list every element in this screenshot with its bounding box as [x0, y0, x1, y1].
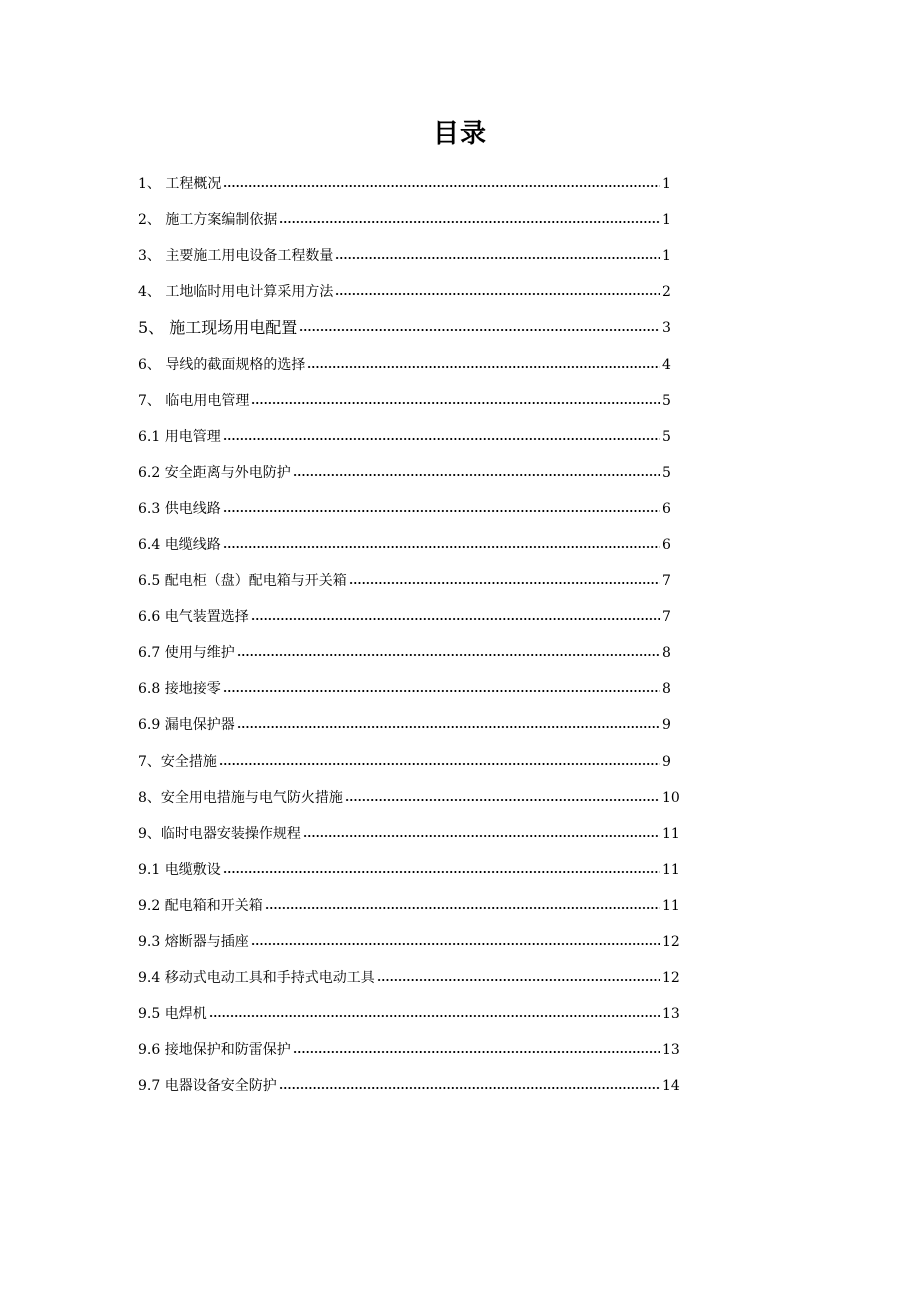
toc-entry	[138, 960, 678, 996]
toc-dot-leader	[265, 907, 660, 909]
toc-entry	[138, 310, 678, 346]
toc-entry	[138, 635, 678, 671]
toc-entry-page-number: 8	[662, 645, 671, 662]
toc-dot-leader	[307, 366, 660, 368]
toc-dot-leader	[251, 402, 660, 404]
toc-entry-page-number: 13	[662, 1042, 680, 1059]
toc-entry	[138, 671, 678, 707]
toc-dot-leader	[209, 1015, 660, 1017]
table-of-contents	[138, 166, 678, 1104]
toc-entry	[138, 238, 678, 274]
toc-dot-leader	[335, 257, 660, 259]
toc-entry-page-number: 11	[662, 897, 680, 914]
toc-entry-page-number: 13	[662, 1006, 680, 1023]
toc-entry	[138, 491, 678, 527]
toc-dot-leader	[279, 1087, 660, 1089]
toc-dot-leader	[237, 654, 660, 656]
toc-entry	[138, 996, 678, 1032]
toc-entry-label: 2、 施工方案编制依据	[138, 212, 278, 229]
toc-entry-label: 6.3 供电线路	[138, 500, 221, 517]
toc-entry	[138, 852, 678, 888]
toc-entry-label: 7、 临电用电管理	[138, 392, 250, 409]
toc-entry-page-number: 1	[662, 176, 671, 193]
toc-entry	[138, 1068, 678, 1104]
toc-entry-page-number: 9	[662, 717, 671, 734]
toc-dot-leader	[293, 474, 660, 476]
toc-dot-leader	[223, 871, 660, 873]
page-title: 目录	[432, 119, 487, 149]
toc-entry	[138, 166, 678, 202]
toc-entry-label: 9.5 电焊机	[138, 1006, 207, 1023]
toc-dot-leader	[237, 726, 660, 728]
toc-entry-label: 5、 施工现场用电配置	[138, 318, 298, 338]
toc-entry	[138, 455, 678, 491]
toc-entry	[138, 707, 678, 743]
toc-entry-label: 6.4 电缆线路	[138, 536, 221, 553]
toc-dot-leader	[223, 690, 660, 692]
toc-entry-label: 9.7 电器设备安全防护	[138, 1078, 277, 1095]
toc-entry-label: 4、 工地临时用电计算采用方法	[138, 284, 334, 301]
toc-entry	[138, 202, 678, 238]
toc-entry-page-number: 7	[662, 573, 671, 590]
toc-entry-label: 9.4 移动式电动工具和手持式电动工具	[138, 970, 375, 987]
toc-entry	[138, 563, 678, 599]
toc-entry-page-number: 3	[662, 320, 671, 337]
toc-entry-page-number: 5	[662, 392, 671, 409]
toc-entry-label: 6.2 安全距离与外电防护	[138, 464, 291, 481]
toc-entry-page-number: 5	[662, 428, 671, 445]
toc-dot-leader	[223, 438, 660, 440]
toc-entry	[138, 816, 678, 852]
toc-entry	[138, 346, 678, 382]
toc-entry	[138, 527, 678, 563]
toc-entry-label: 3、 主要施工用电设备工程数量	[138, 248, 334, 265]
toc-entry	[138, 780, 678, 816]
toc-dot-leader	[349, 582, 660, 584]
toc-dot-leader	[335, 293, 660, 295]
toc-entry-page-number: 14	[662, 1078, 680, 1095]
toc-entry-page-number: 11	[662, 825, 680, 842]
toc-dot-leader	[299, 329, 660, 331]
toc-entry-page-number: 1	[662, 212, 671, 229]
toc-dot-leader	[219, 763, 660, 765]
toc-entry-page-number: 11	[662, 861, 680, 878]
toc-entry-page-number: 2	[662, 284, 671, 301]
toc-entry-label: 8、安全用电措施与电气防火措施	[138, 789, 343, 806]
toc-entry-label: 9.3 熔断器与插座	[138, 934, 249, 951]
toc-entry-page-number: 6	[662, 500, 671, 517]
toc-entry-label: 6.6 电气装置选择	[138, 609, 249, 626]
toc-entry-page-number: 6	[662, 536, 671, 553]
toc-dot-leader	[251, 618, 660, 620]
toc-entry	[138, 419, 678, 455]
toc-entry-label: 9.1 电缆敷设	[138, 861, 221, 878]
toc-entry-page-number: 1	[662, 248, 671, 265]
toc-entry	[138, 383, 678, 419]
toc-entry-page-number: 9	[662, 753, 671, 770]
toc-entry-label: 6、 导线的截面规格的选择	[138, 356, 306, 373]
toc-entry-label: 7、安全措施	[138, 753, 217, 770]
toc-entry-label: 1、 工程概况	[138, 176, 222, 193]
toc-entry-page-number: 5	[662, 464, 671, 481]
toc-dot-leader	[251, 943, 660, 945]
toc-entry	[138, 1032, 678, 1068]
toc-entry-label: 9、临时电器安装操作规程	[138, 825, 301, 842]
toc-dot-leader	[303, 835, 660, 837]
toc-entry-label: 6.9 漏电保护器	[138, 717, 235, 734]
toc-entry	[138, 924, 678, 960]
toc-dot-leader	[223, 510, 660, 512]
toc-dot-leader	[223, 546, 660, 548]
toc-entry-label: 6.1 用电管理	[138, 428, 221, 445]
toc-entry-page-number: 4	[662, 356, 671, 373]
toc-dot-leader	[377, 979, 660, 981]
toc-entry	[138, 599, 678, 635]
toc-entry	[138, 744, 678, 780]
toc-entry-page-number: 8	[662, 681, 671, 698]
toc-entry-page-number: 7	[662, 609, 671, 626]
toc-entry-page-number: 12	[662, 934, 680, 951]
toc-entry-label: 6.7 使用与维护	[138, 645, 235, 662]
toc-entry	[138, 888, 678, 924]
toc-entry-page-number: 12	[662, 970, 680, 987]
toc-entry-label: 6.5 配电柜（盘）配电箱与开关箱	[138, 573, 347, 590]
toc-dot-leader	[293, 1051, 660, 1053]
toc-entry-label: 6.8 接地接零	[138, 681, 221, 698]
toc-entry-page-number: 10	[662, 789, 680, 806]
toc-entry-label: 9.6 接地保护和防雷保护	[138, 1042, 291, 1059]
toc-entry	[138, 274, 678, 310]
toc-dot-leader	[345, 799, 660, 801]
toc-entry-label: 9.2 配电箱和开关箱	[138, 897, 263, 914]
toc-dot-leader	[223, 185, 660, 187]
toc-dot-leader	[279, 221, 660, 223]
